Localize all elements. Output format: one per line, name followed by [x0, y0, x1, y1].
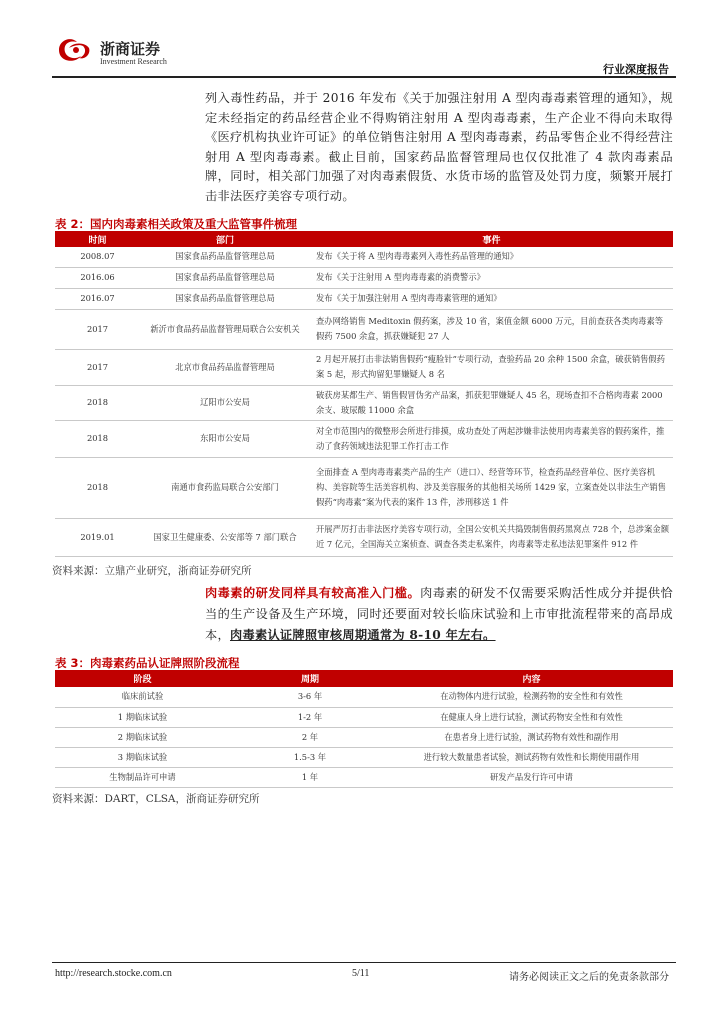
- table-cell: 临床前试验: [55, 687, 230, 707]
- table-cell: 对全市范围内的微整形会所进行排摸，成功查处了两起涉嫌非法使用肉毒素美容的假药案件，推动了食药领域违法犯罪工作打击工作: [310, 420, 673, 457]
- table2-caption: 表 2：国内肉毒素相关政策及重大监管事件梳理: [55, 217, 298, 231]
- table-policy-events: [55, 231, 673, 557]
- col-header-event: 事件: [310, 231, 673, 247]
- page-number: 5/11: [352, 968, 370, 979]
- table-cell: 国家卫生健康委、公安部等 7 部门联合: [140, 518, 310, 556]
- table-row: [55, 707, 673, 727]
- table-cell: 1 年: [230, 767, 390, 787]
- table-cell: 2017: [55, 309, 140, 349]
- col-header-period: 周期: [230, 670, 390, 687]
- col-header-time: 时间: [55, 231, 140, 247]
- table-cell: 2 期临床试验: [55, 727, 230, 747]
- table-row: [55, 687, 673, 707]
- table-row: [55, 267, 673, 288]
- table-cell: 1.5-3 年: [230, 747, 390, 767]
- col-header-department: 部门: [140, 231, 310, 247]
- body-paragraph-2: [205, 583, 673, 646]
- table-row: [55, 518, 673, 556]
- table2-source: 资料来源：立鼎产业研究，浙商证券研究所: [52, 565, 252, 577]
- disclaimer-note: 请务必阅读正文之后的免责条款部分: [509, 972, 669, 983]
- paragraph-highlight: 肉毒素的研发同样具有较高准入门槛。: [205, 586, 421, 600]
- table-cell: 2008.07: [55, 247, 140, 267]
- table-cell: 破获房某都生产、销售假冒伪劣产品案，抓获犯罪嫌疑人 45 名，现场查扣不合格肉毒素 2000 余支、玻尿酸 11000 余盒: [310, 385, 673, 420]
- table-cell: 辽阳市公安局: [140, 385, 310, 420]
- table-cell: 2018: [55, 385, 140, 420]
- col-header-stage: 阶段: [55, 670, 230, 687]
- table-cell: 开展严厉打击非法医疗美容专项行动，全国公安机关共捣毁制售假药黑窝点 728 个，总涉案金额近 7 亿元，全国海关立案侦查、调查各类走私案件，肉毒素等走私违法犯罪案件 912 件: [310, 518, 673, 556]
- table-cell: 1-2 年: [230, 707, 390, 727]
- table-cell: 研发产品发行许可申请: [390, 767, 673, 787]
- table-row: [55, 767, 673, 787]
- table-cell: 进行较大数量患者试验，测试药物有效性和长期使用副作用: [390, 747, 673, 767]
- table-cell: 在动物体内进行试验，检测药物的安全性和有效性: [390, 687, 673, 707]
- table-cell: 全面排查 A 型肉毒毒素类产品的生产（进口）、经营等环节，检查药品经营单位、医疗美容机构、美容院等生活美容机构、涉及美容服务的其他相关场所 1429 家，立案查处以非法生产销售假药“肉毒素”案为代表的案件 13 件，涉刑移送 1 件: [310, 457, 673, 518]
- table-cell: 国家食品药品监督管理总局: [140, 247, 310, 267]
- report-type: 行业深度报告: [603, 63, 669, 76]
- table-cell: 2 年: [230, 727, 390, 747]
- table-cell: 2017: [55, 349, 140, 385]
- table-row: [55, 420, 673, 457]
- table-cell: 3 期临床试验: [55, 747, 230, 767]
- table-row: [55, 747, 673, 767]
- paragraph-text: 肉毒素的研发不仅需要采购活性成分并提供恰当的生产设备及生产环境，同时还要面对较长临床试验和上市审批流程带来的高昂成本，: [205, 586, 674, 642]
- table-row: [55, 288, 673, 309]
- table-row: [55, 385, 673, 420]
- table-row: [55, 727, 673, 747]
- col-header-content: 内容: [390, 670, 673, 687]
- body-paragraph-1: 列入毒性药品，并于 2016 年发布《关于加强注射用 A 型肉毒毒素管理的通知》，规定未经指定的药品经营企业不得购销注射用 A 型肉毒毒素，生产企业不得向未取得《医疗机构执业许可证》的单位销售注射用 A 型肉毒毒素，药品零售企业不得经营注射用 A 型肉毒毒素。截止目前，国家药品监督管理局也仅仅批准了 4 款肉毒素品牌，同时，相关部门加强了对肉毒素假货、水货市场的监管及处罚力度，频繁开展打击非法医疗美容专项行动。: [205, 91, 673, 203]
- brand-name: 浙商证券: [100, 40, 161, 58]
- table-cell: 在患者身上进行试验，测试药物有效性和副作用: [390, 727, 673, 747]
- table-cell: 发布《关于将 A 型肉毒毒素列入毒性药品管理的通知》: [310, 247, 673, 267]
- table-row: [55, 349, 673, 385]
- footer-url[interactable]: http://research.stocke.com.cn: [55, 968, 172, 979]
- table-cell: 查办网络销售 Meditoxin 假药案，涉及 10 省，案值金额 6000 万元，目前查获各类肉毒素等假药 7500 余盒，抓获嫌疑犯 27 人: [310, 309, 673, 349]
- table-cell: 1 期临床试验: [55, 707, 230, 727]
- page-header: [0, 0, 724, 80]
- table-cell: 发布《关于注射用 A 型肉毒毒素的消费警示》: [310, 267, 673, 288]
- company-logo: [55, 34, 95, 66]
- table-cell: 东阳市公安局: [140, 420, 310, 457]
- footer-rule: [52, 962, 676, 963]
- table-cell: 发布《关于加强注射用 A 型肉毒毒素管理的通知》: [310, 288, 673, 309]
- table-cell: 新沂市食品药品监督管理局联合公安机关: [140, 309, 310, 349]
- table-cell: 3-6 年: [230, 687, 390, 707]
- table-approval-stages: [55, 670, 673, 788]
- table3-source: 资料来源：DART，CLSA，浙商证券研究所: [52, 793, 260, 805]
- table-cell: 国家食品药品监督管理总局: [140, 267, 310, 288]
- table-cell: 北京市食品药品监督管理局: [140, 349, 310, 385]
- table-row: [55, 457, 673, 518]
- table-cell: 南通市食药监局联合公安部门: [140, 457, 310, 518]
- table-row: [55, 309, 673, 349]
- table-cell: 2 月起开展打击非法销售假药“瘦脸针”专项行动，查验药品 20 余种 1500 余盒，破获销售假药案 5 起，形式拘留犯罪嫌疑人 8 名: [310, 349, 673, 385]
- table-cell: 2016.07: [55, 288, 140, 309]
- table-cell: 生物制品许可申请: [55, 767, 230, 787]
- table-cell: 在健康人身上进行试验，测试药物安全性和有效性: [390, 707, 673, 727]
- table-cell: 2019.01: [55, 518, 140, 556]
- header-rule: [52, 76, 676, 78]
- brand-name-en: Investment Research: [100, 57, 167, 66]
- table-cell: 2018: [55, 457, 140, 518]
- paragraph-emphasis: 肉毒素认证牌照审核周期通常为 8-10 年左右。: [229, 628, 496, 642]
- table-cell: 2016.06: [55, 267, 140, 288]
- table-cell: 2018: [55, 420, 140, 457]
- table-cell: 国家食品药品监督管理总局: [140, 288, 310, 309]
- table3-caption: 表 3：肉毒素药品认证牌照阶段流程: [55, 656, 240, 670]
- table-row: [55, 247, 673, 267]
